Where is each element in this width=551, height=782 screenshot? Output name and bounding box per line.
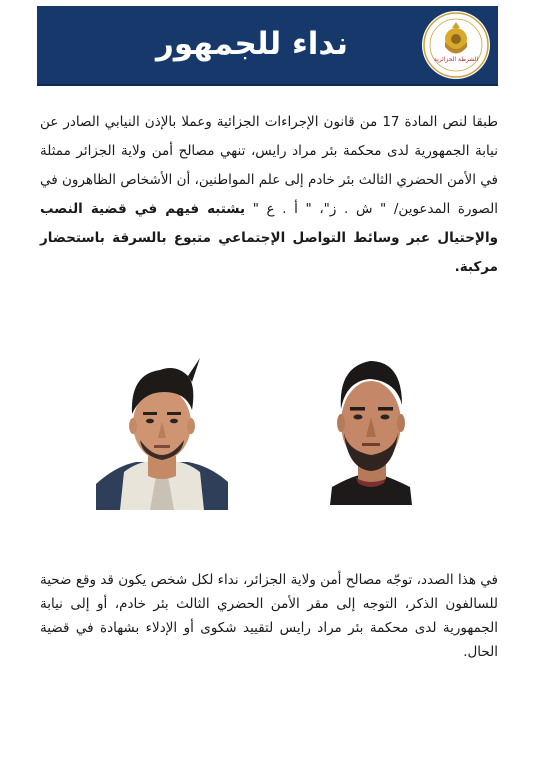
- header-banner: [37, 6, 498, 86]
- notice-intro: طبقا لنص المادة 17 من قانون الإجراءات الجزائية وعملا بالإذن النيابي الصادر عن نيابة الجمهورية لدى محكمة بئر مراد رايس، تنهي مصالح أمن ولاية الجزائر ممثلة في الأمن الحضري الثالث بئر خادم إلى علم المواطنين، أن الأشخاص الظاهرون في الصورة المدعوين/ " ش . ز"، " أ . ع ": [40, 114, 498, 217]
- suspect-photo-icon: [96, 352, 228, 510]
- suspect-photo-icon: [330, 345, 412, 505]
- police-emblem-icon: [422, 11, 490, 79]
- appeal-paragraph: في هذا الصدد، توجّه مصالح أمن ولاية الجزائر، نداء لكل شخص يكون قد وقع ضحية للسالفون الذكر، التوجه إلى مقر الأمن الحضري الثالث بئر خادم، أو إلى نيابة الجمهورية لدى محكمة بئر مراد رايس لتقييد شكوى أو الإدلاء بشهادة في قضية الحال.: [40, 572, 498, 660]
- suspect-photo-2: [330, 345, 412, 505]
- notice-suspicion: يشتبه فيهم في قضية النصب والإحتيال عبر وسائط التواصل الإجتماعي متبوع بالسرقة باستحضار مركبة.: [40, 201, 498, 275]
- page-title: نداء للجمهور: [156, 26, 348, 62]
- notice-paragraph: [40, 108, 498, 282]
- suspect-photo-1: [96, 352, 228, 510]
- emblem-seal-icon: [422, 11, 490, 79]
- emblem-caption: الشرطة الجزائرية: [433, 56, 479, 63]
